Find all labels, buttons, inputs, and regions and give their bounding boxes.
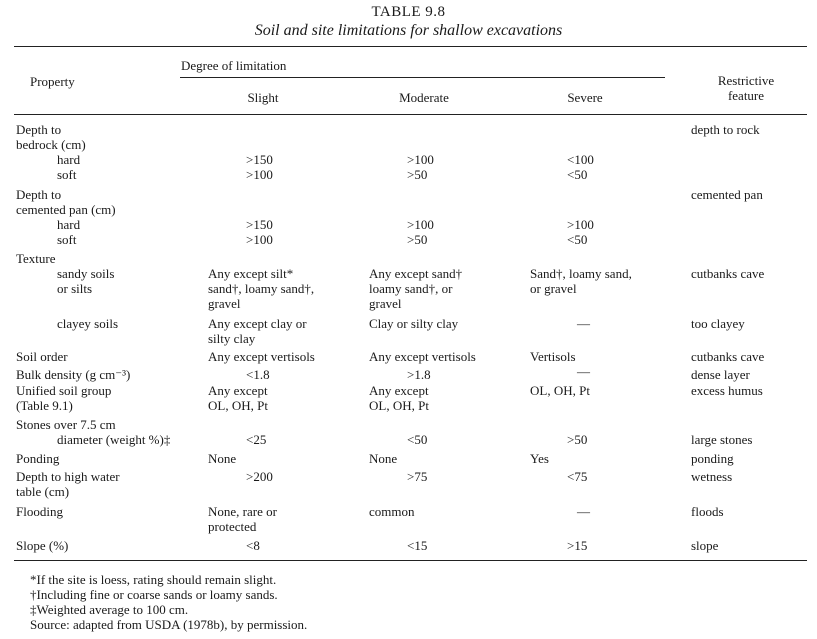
footnote-weighted: ‡Weighted average to 100 cm. [30,602,189,617]
row-stones-moderate: <50 [407,432,428,447]
row-pan-feature: cemented pan [691,187,763,202]
row-water-slight: >200 [246,469,273,484]
row-ponding-slight: None [208,451,237,466]
row-water-label: Depth to high water [16,469,120,484]
row-slope-moderate: <15 [407,538,428,553]
row-texture-clayey-feature: too clayey [691,316,745,331]
row-bulk-moderate: >1.8 [407,367,431,382]
row-flooding-label: Flooding [16,504,63,519]
top-rule [14,46,807,47]
row-unified-slight-2: OL, OH, Pt [208,398,268,413]
row-stones-label: Stones over 7.5 cm [16,417,116,432]
row-order-slight: Any except vertisols [208,349,315,364]
row-pan-hard-severe: >100 [567,217,594,232]
row-texture-sandy-slight-3: gravel [208,296,241,311]
row-pan-hard-label: hard [57,217,81,232]
row-bedrock-label-2: bedrock (cm) [16,137,86,152]
row-pan-label-2: cemented pan (cm) [16,202,116,217]
row-texture-sandy-severe-2: or gravel [530,281,577,296]
row-unified-feature: excess humus [691,383,763,398]
row-bedrock-soft-label: soft [57,167,77,182]
row-unified-label-2: (Table 9.1) [16,398,73,413]
row-stones-feature: large stones [691,432,753,447]
row-unified-moderate-2: OL, OH, Pt [369,398,429,413]
bottom-rule [14,560,807,561]
row-texture-clayey-slight-2: silty clay [208,331,256,346]
header-moderate: Moderate [399,90,449,105]
row-texture-clayey-moderate: Clay or silty clay [369,316,459,331]
row-flooding-moderate: common [369,504,415,519]
row-slope-slight: <8 [246,538,260,553]
row-flooding-feature: floods [691,504,724,519]
row-texture-sandy-slight: Any except silt* [208,266,294,281]
header-severe: Severe [567,90,603,105]
row-order-label: Soil order [16,349,68,364]
row-order-feature: cutbanks cave [691,349,765,364]
row-unified-label: Unified soil group [16,383,112,398]
row-texture-label: Texture [16,251,56,266]
row-texture-sandy-feature: cutbanks cave [691,266,765,281]
row-texture-clayey-slight: Any except clay or [208,316,307,331]
row-texture-sandy-slight-2: sand†, loamy sand†, [208,281,315,296]
header-slight: Slight [247,90,279,105]
row-ponding-severe: Yes [530,451,549,466]
row-pan-hard-moderate: >100 [407,217,434,232]
degree-rule [180,77,665,78]
header-degree: Degree of limitation [181,58,287,73]
row-slope-label: Slope (%) [16,538,69,553]
row-bedrock-hard-severe: <100 [567,152,594,167]
row-pan-soft-label: soft [57,232,77,247]
row-bulk-feature: dense layer [691,367,750,382]
table-number: TABLE 9.8 [371,4,446,20]
row-water-label-2: table (cm) [16,484,70,499]
header-feature: feature [727,88,765,103]
row-water-moderate: >75 [407,469,428,484]
row-pan-hard-slight: >150 [246,217,273,232]
row-bedrock-hard-moderate: >100 [407,152,434,167]
row-bulk-severe: — [577,364,590,379]
row-texture-sandy-moderate: Any except sand† [369,266,463,281]
table-caption: Soil and site limitations for shallow excavations [254,22,563,39]
row-ponding-feature: ponding [691,451,734,466]
row-bedrock-soft-moderate: >50 [407,167,428,182]
row-slope-severe: >15 [567,538,588,553]
row-pan-soft-slight: >100 [246,232,273,247]
row-texture-sandy-label-2: or silts [57,281,93,296]
row-bedrock-soft-severe: <50 [567,167,588,182]
row-pan-label: Depth to [16,187,62,202]
row-texture-clayey-severe: — [577,316,590,331]
row-pan-soft-moderate: >50 [407,232,428,247]
header-rule [14,114,807,115]
row-flooding-slight: None, rare or [208,504,277,519]
row-stones-severe: >50 [567,432,588,447]
footnote-source: Source: adapted from USDA (1978b), by permission. [30,617,308,632]
row-slope-feature: slope [691,538,719,553]
row-ponding-label: Ponding [16,451,60,466]
row-ponding-moderate: None [369,451,398,466]
footnote-loess: *If the site is loess, rating should remain slight. [30,572,277,587]
row-flooding-severe: — [577,504,590,519]
row-bedrock-hard-slight: >150 [246,152,273,167]
row-flooding-slight-2: protected [208,519,257,534]
row-bulk-slight: <1.8 [246,367,270,382]
row-texture-sandy-label: sandy soils [57,266,115,281]
row-bedrock-hard-label: hard [57,152,81,167]
row-texture-clayey-label: clayey soils [57,316,119,331]
header-property: Property [30,74,75,89]
row-bedrock-label: Depth to [16,122,62,137]
row-water-severe: <75 [567,469,588,484]
row-order-moderate: Any except vertisols [369,349,476,364]
row-stones-slight: <25 [246,432,267,447]
row-unified-moderate: Any except [369,383,429,398]
header-restrictive: Restrictive [717,73,775,88]
row-water-feature: wetness [691,469,733,484]
footnote-sands: †Including fine or coarse sands or loamy sands. [30,587,278,602]
row-unified-severe: OL, OH, Pt [530,383,590,398]
row-texture-sandy-moderate-2: loamy sand†, or [369,281,453,296]
row-bedrock-feature: depth to rock [691,122,760,137]
row-stones-label-2: diameter (weight %)‡ [57,432,171,447]
row-unified-slight: Any except [208,383,268,398]
row-texture-sandy-moderate-3: gravel [369,296,402,311]
row-bedrock-soft-slight: >100 [246,167,273,182]
row-pan-soft-severe: <50 [567,232,588,247]
row-order-severe: Vertisols [530,349,576,364]
row-bulk-label: Bulk density (g cm⁻³) [16,367,131,382]
row-texture-sandy-severe: Sand†, loamy sand, [530,266,632,281]
